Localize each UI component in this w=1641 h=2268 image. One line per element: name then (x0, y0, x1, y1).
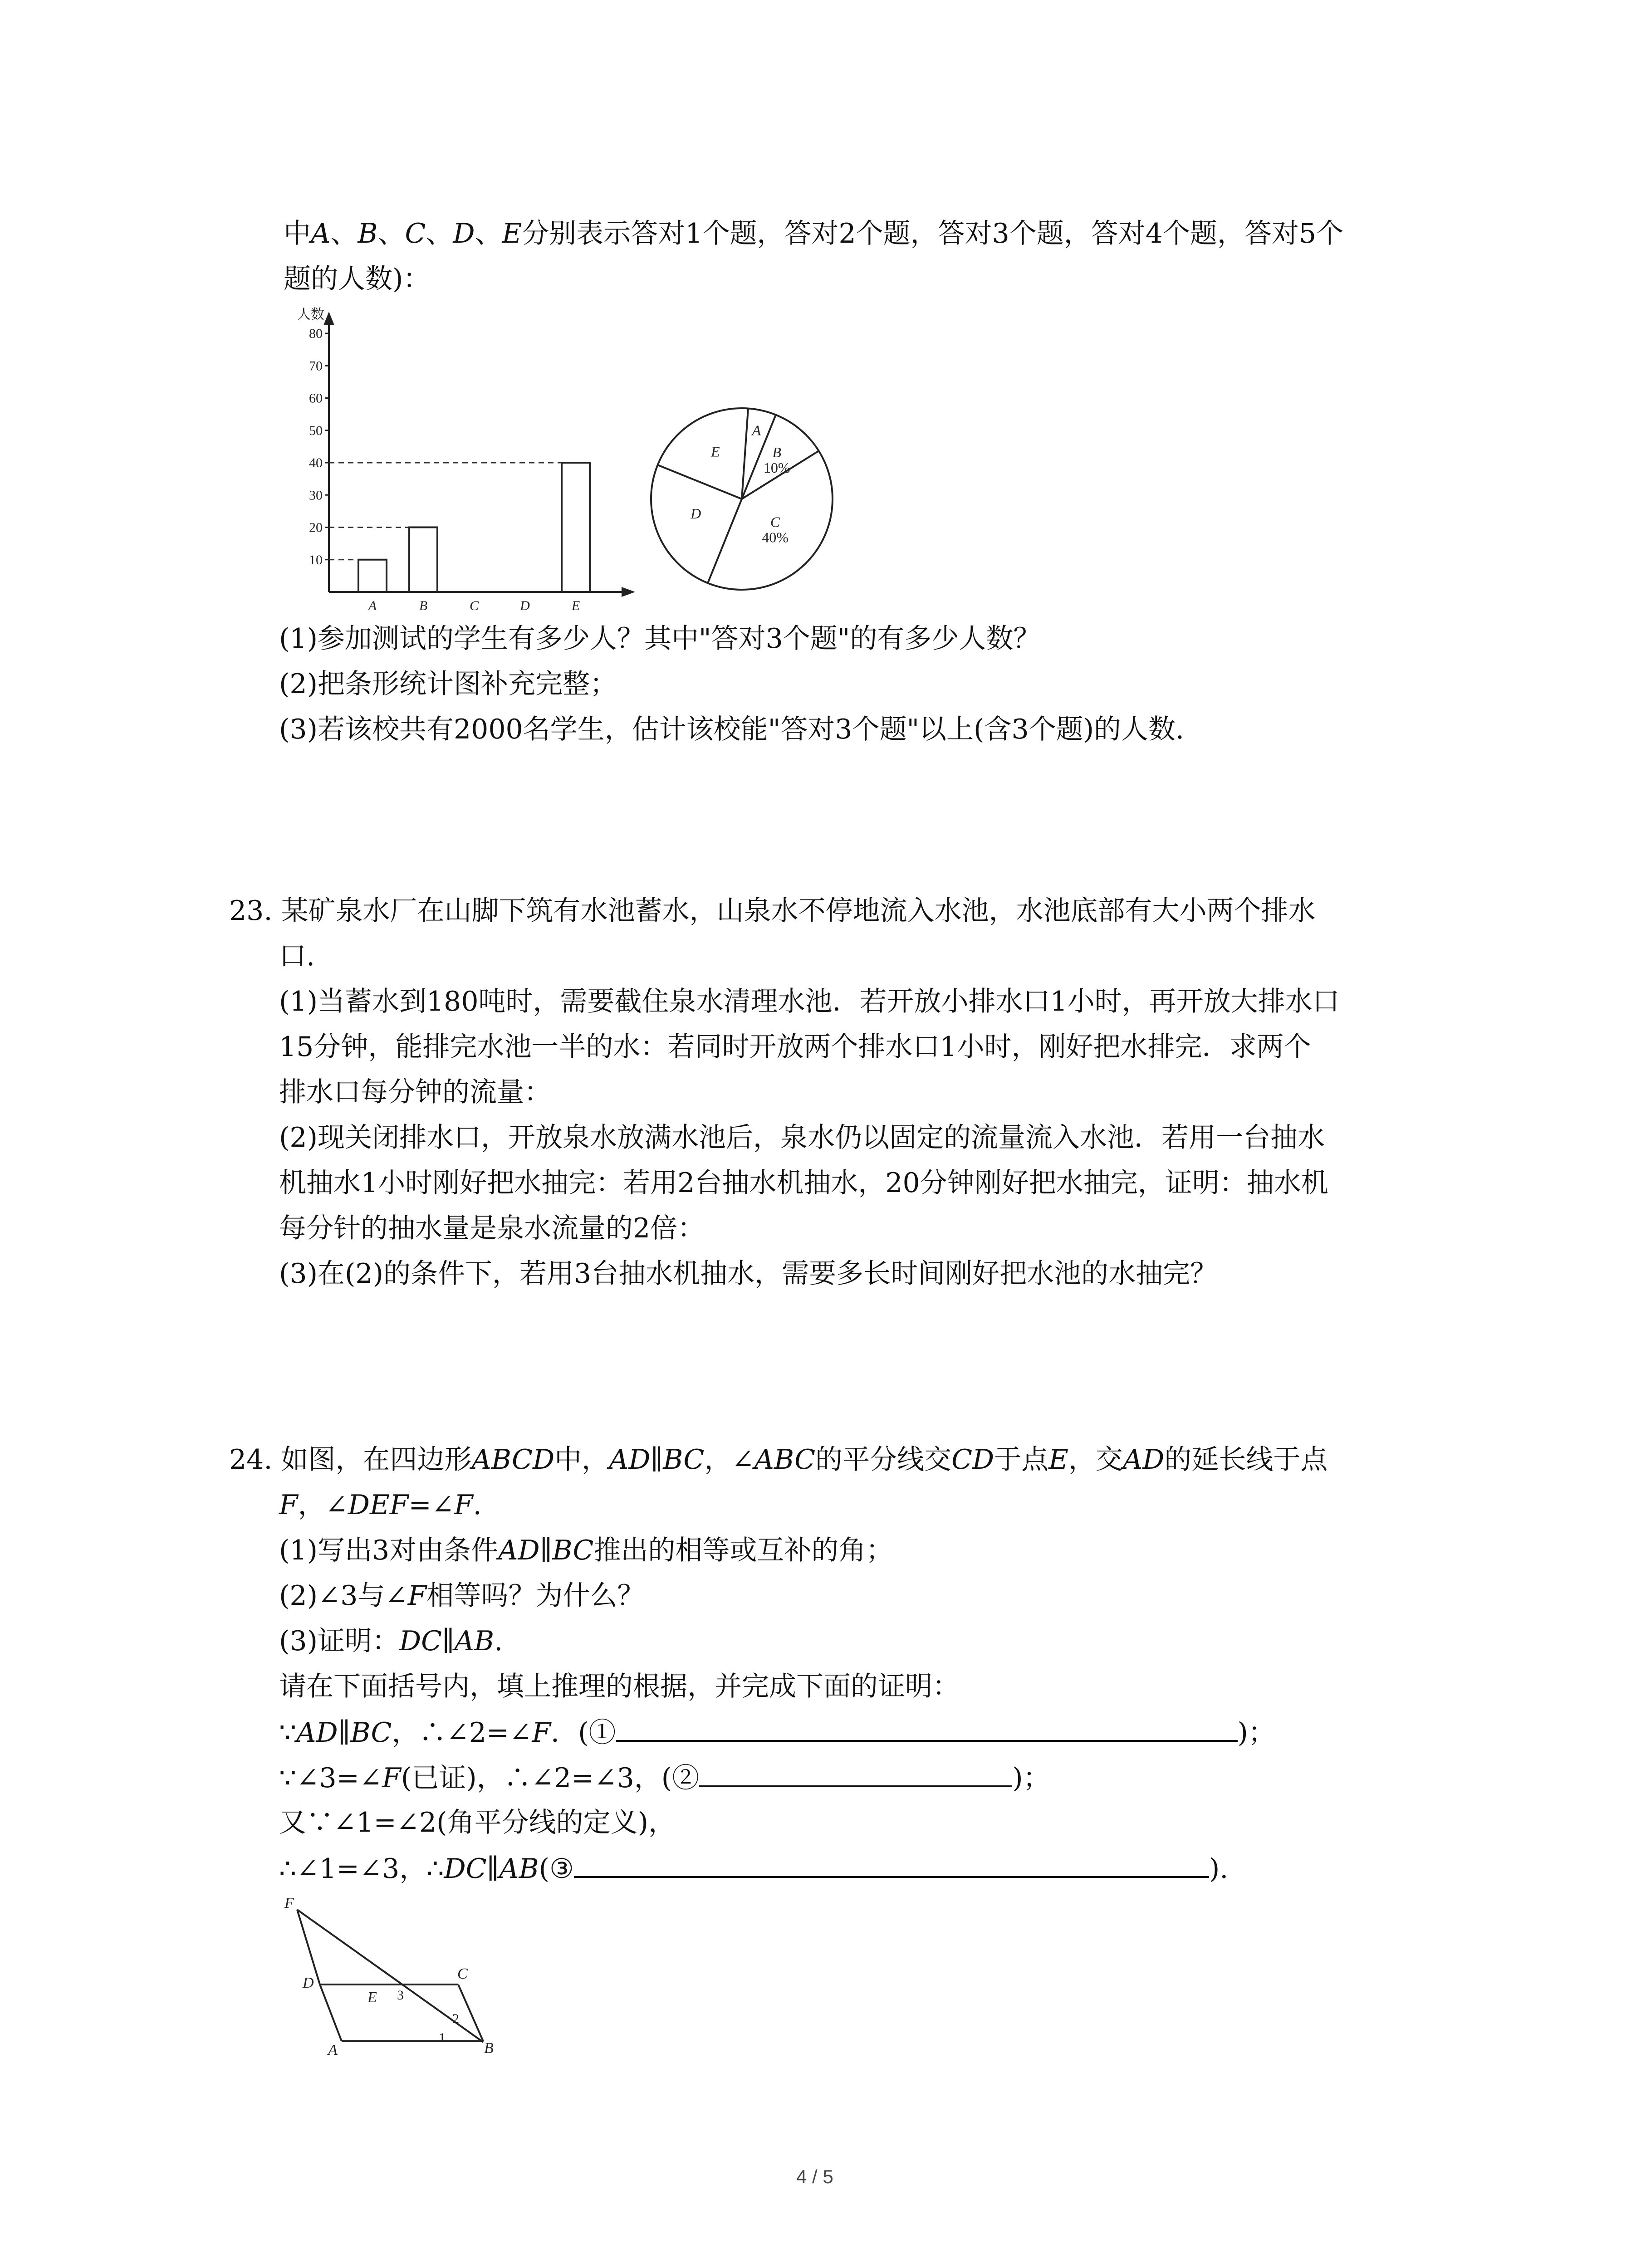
geometry-figure (274, 1892, 510, 2055)
angle-label-3: 3 (397, 1988, 404, 2003)
bar-E (562, 463, 590, 592)
y-tick-label-10: 10 (309, 552, 323, 567)
q23-line-4: 15分钟，能排完水池一半的水：若同时开放两个排水口1小时，刚好把水排完．求两个 (279, 1031, 1311, 1063)
q24-line-2: F，∠DEF=∠F. (279, 1489, 482, 1521)
answer-blank-2[interactable] (699, 1759, 1012, 1787)
y-tick-label-70: 70 (309, 358, 323, 374)
y-tick-label-80: 80 (309, 326, 323, 341)
x-tick-label-D: D (520, 598, 530, 613)
point-label-d: D (303, 1975, 314, 1991)
x-tick-label-B: B (419, 598, 428, 613)
pie-percent-B: 10% (763, 459, 790, 476)
pie-chart (642, 399, 842, 599)
y-tick-label-30: 30 (309, 488, 323, 503)
pie-label-D: D (691, 505, 701, 522)
q24-question-2: (2)∠3与∠F相等吗？为什么？ (279, 1580, 645, 1612)
point-label-c: C (457, 1965, 468, 1982)
angle-label-1: 1 (439, 2030, 446, 2045)
q23-line-8: 每分针的抽水量是泉水流量的2倍： (279, 1212, 705, 1244)
q24-question-1: (1)写出3对由条件AD∥BC推出的相等或互补的角； (279, 1535, 893, 1566)
q24-proof-line-4: ∴∠1=∠3，∴DC∥AB(③ ). (279, 1850, 1228, 1887)
bar-B (409, 528, 437, 592)
x-axis-arrow (622, 587, 635, 597)
y-axis-label: 人数 (297, 307, 324, 322)
y-tick-label-40: 40 (309, 455, 323, 470)
x-tick-label-A: A (368, 598, 377, 613)
q24-instruction: 请在下面括号内，填上推理的根据，并完成下面的证明： (279, 1671, 960, 1702)
q24-line-1: 24. 如图，在四边形ABCD中，AD∥BC，∠ABC的平分线交CD于点E，交AD的延长线于点 (229, 1444, 1328, 1476)
q23-line-6: (2)现关闭排水口，开放泉水放满水池后，泉水仍以固定的流量流入水池．若用一台抽水 (279, 1122, 1325, 1154)
page-number: 4 / 5 (796, 2166, 833, 2187)
q22-intro-line2: 题的人数)： (284, 263, 431, 295)
q23-line-7: 机抽水1小时刚好把水抽完：若用2台抽水机抽水，20分钟刚好把水抽完，证明：抽水机 (279, 1167, 1328, 1199)
answer-blank-3[interactable] (574, 1850, 1209, 1878)
y-axis-arrow (323, 312, 334, 325)
y-tick-label-20: 20 (309, 520, 323, 535)
q22-intro-line1: 中A、B、C、D、E分别表示答对1个题，答对2个题，答对3个题，答对4个题，答对5个 (284, 218, 1344, 249)
pie-label-B: B (772, 444, 781, 461)
x-tick-label-E: E (571, 598, 580, 613)
pie-slice-boundary-E (658, 465, 742, 499)
pie-label-C: C (770, 513, 780, 530)
q24-proof-line-1: ∵AD∥BC，∴∠2=∠F．(① )； (279, 1714, 1275, 1751)
pie-slice-boundary-D (708, 499, 742, 583)
segment-da (320, 1984, 342, 2041)
q23-line-2: 口. (279, 940, 315, 972)
q22-question-3: (3)若该校共有2000名学生，估计该校能"答对3个题"以上(含3个题)的人数. (279, 714, 1185, 745)
q23-line-1: 23. 某矿泉水厂在山脚下筑有水池蓄水，山泉水不停地流入水池，水池底部有大小两个排水 (229, 895, 1316, 927)
q22-question-1: (1)参加测试的学生有多少人？其中"答对3个题"的有多少人数？ (279, 623, 1041, 655)
q24-proof-line-2: ∵∠3=∠F(已证)，∴∠2=∠3，(② )； (279, 1759, 1050, 1796)
q23-line-9: (3)在(2)的条件下，若用3台抽水机抽水，需要多长时间刚好把水池的水抽完？ (279, 1258, 1218, 1290)
bar-chart (272, 302, 644, 619)
point-label-a: A (328, 2042, 338, 2055)
y-tick-label-50: 50 (309, 423, 323, 438)
pie-label-E: E (710, 443, 720, 460)
point-label-b: B (484, 2040, 494, 2055)
point-label-f: F (284, 1895, 294, 1911)
y-tick-label-60: 60 (309, 391, 323, 406)
q23-line-3: (1)当蓄水到180吨时，需要截住泉水清理水池．若开放小排水口1小时，再开放大排水口 (279, 986, 1340, 1017)
point-label-e: E (367, 1989, 377, 2006)
segment-fd (297, 1910, 320, 1984)
q24-proof-line-3: 又∵∠1=∠2(角平分线的定义)， (279, 1807, 676, 1838)
bar-A (358, 560, 387, 592)
pie-label-A: A (752, 422, 761, 439)
angle-label-2: 2 (452, 2011, 459, 2026)
q22-question-2: (2)把条形统计图补充完整； (279, 668, 617, 700)
pie-percent-C: 40% (762, 529, 789, 546)
q23-line-5: 排水口每分钟的流量： (279, 1076, 551, 1108)
answer-blank-1[interactable] (616, 1714, 1238, 1742)
q24-question-3: (3)证明：DC∥AB. (279, 1625, 503, 1657)
x-tick-label-C: C (469, 598, 479, 613)
